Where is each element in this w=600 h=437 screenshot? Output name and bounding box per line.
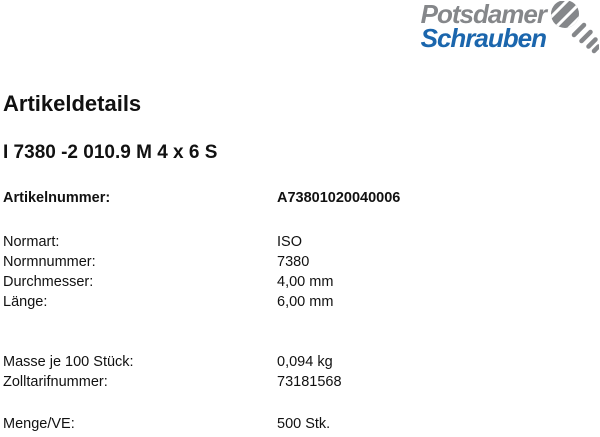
table-row-laenge	[3, 292, 563, 312]
row-value: 73181568	[277, 374, 342, 390]
table-row-artikelnummer	[3, 188, 563, 208]
row-value: 4,00 mm	[277, 274, 334, 290]
article-designation: I 7380 -2 010.9 M 4 x 6 S	[3, 142, 218, 163]
row-value: ISO	[277, 234, 302, 250]
screw-icon	[549, 1, 599, 61]
row-label: Normnummer:	[3, 254, 96, 270]
company-logo-text	[420, 0, 546, 53]
table-row-normnummer	[3, 252, 563, 272]
row-label: Artikelnummer:	[3, 190, 111, 206]
table-row-durchmesser	[3, 272, 563, 292]
article-detail-table	[3, 188, 563, 434]
table-row-masse	[3, 352, 563, 372]
row-label: Durchmesser:	[3, 274, 94, 290]
row-value: 500 Stk.	[277, 416, 331, 432]
table-row-menge-ve	[3, 414, 563, 434]
row-label: Normart:	[3, 234, 60, 250]
company-logo	[421, 1, 599, 61]
row-label: Länge:	[3, 294, 48, 310]
row-value: 0,094 kg	[277, 354, 333, 370]
table-row-zolltarifnummer	[3, 372, 563, 392]
row-value: 7380	[277, 254, 310, 270]
logo-word-schrauben: Schrauben	[420, 23, 546, 53]
row-label: Menge/VE:	[3, 416, 75, 432]
row-value: A73801020040006	[277, 190, 401, 206]
row-value: 6,00 mm	[277, 294, 334, 310]
row-label: Masse je 100 Stück:	[3, 354, 134, 370]
logo-word-potsdamer: Potsdamer	[420, 0, 546, 29]
row-label: Zolltarifnummer:	[3, 374, 108, 390]
table-row-normart	[3, 232, 563, 252]
page-title: Artikeldetails	[3, 91, 142, 116]
